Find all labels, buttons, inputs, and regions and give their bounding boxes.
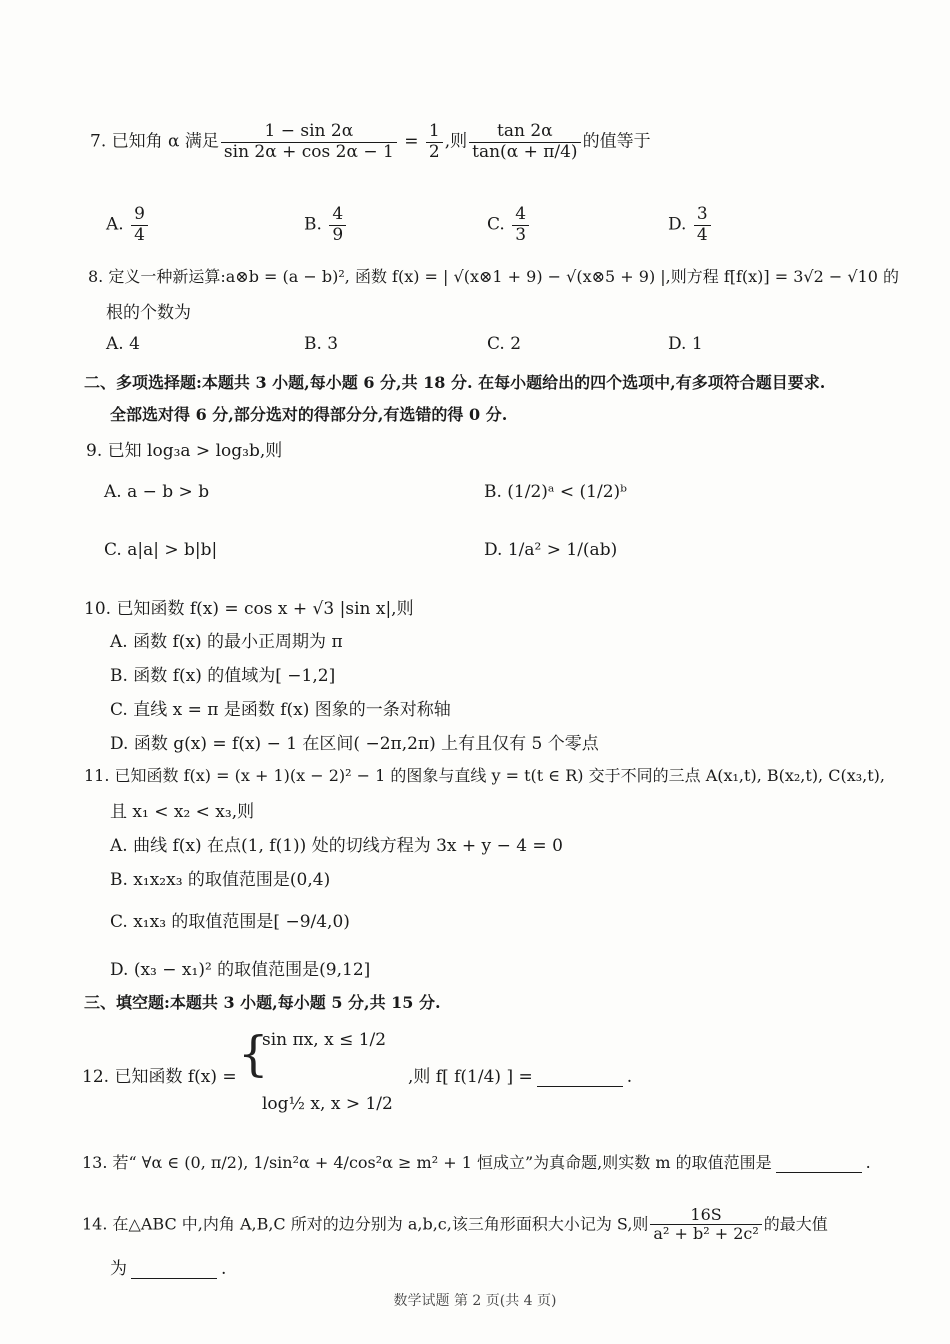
- q7-fraction-2: [469, 122, 580, 162]
- q7-option-a: [106, 205, 150, 245]
- q7-option-d: [668, 205, 713, 245]
- q7-frac2-num: tan 2α: [469, 122, 580, 143]
- section-2-heading: 二、多项选择题:本题共 3 小题,每小题 6 分,共 18 分. 在每小题给出的四个选项中,有多项符合题目要求.: [84, 373, 826, 392]
- q12-end: .: [626, 1067, 633, 1087]
- q7-option-c-num: 4: [512, 205, 529, 226]
- q12-brace: {: [238, 1026, 269, 1082]
- q7-option-d-label: D.: [668, 214, 687, 235]
- q7-eq: =: [398, 131, 424, 152]
- q7-half-num: 1: [426, 122, 443, 143]
- q11-option-c: C. x₁x₃ 的取值范围是[ −9/4,0): [110, 912, 350, 932]
- q7-option-c-label: C.: [487, 214, 505, 235]
- question-13: [82, 1150, 871, 1173]
- page-footer: 数学试题 第 2 页(共 4 页): [393, 1293, 557, 1309]
- q10-stem: 10. 已知函数 f(x) = cos x + √3 |sin x|,则: [84, 599, 414, 619]
- q14-frac-num: 16S: [650, 1206, 761, 1225]
- q7-option-b-num: 4: [329, 205, 346, 226]
- q9-option-b: B. (1/2)ᵃ < (1/2)ᵇ: [484, 482, 627, 502]
- q7-tail: 的值等于: [582, 131, 651, 152]
- q7-frac2-den: tan(α + π/4): [472, 141, 578, 162]
- q9-stem: 9. 已知 log₃a > log₃b,则: [86, 441, 283, 461]
- q13-answer-blank[interactable]: [776, 1171, 862, 1173]
- section-2-note: 全部选对得 6 分,部分选对的得部分分,有选错的得 0 分.: [110, 405, 508, 424]
- q12-tail-text: ,则 f[ f(1/4) ] =: [408, 1067, 533, 1087]
- q7-option-d-num: 3: [694, 205, 711, 226]
- q11-option-b: B. x₁x₂x₃ 的取值范围是(0,4): [110, 870, 331, 890]
- q7-option-c-den: 3: [515, 224, 527, 245]
- q12-case-1: sin πx, x ≤ 1/2: [262, 1030, 387, 1050]
- q14-line-2-text: 为: [110, 1259, 127, 1279]
- q7-half-den: 2: [428, 141, 440, 162]
- q9-option-c: C. a|a| > b|b|: [104, 540, 218, 560]
- q7-option-c: [487, 205, 531, 245]
- q13-end: .: [865, 1153, 871, 1172]
- q14-text: 14. 在△ABC 中,内角 A,B,C 所对的边分别为 a,b,c,该三角形面积大小记为 S,则: [82, 1214, 649, 1234]
- q10-option-d: D. 函数 g(x) = f(x) − 1 在区间( −2π,2π) 上有且仅有 5 个零点: [110, 734, 599, 754]
- q12-tail: [408, 1062, 632, 1087]
- q8-option-a: A. 4: [106, 334, 140, 354]
- q7-mid: ,则: [444, 131, 468, 152]
- q11-option-d: D. (x₃ − x₁)² 的取值范围是(9,12]: [110, 960, 371, 980]
- q14-answer-blank[interactable]: [131, 1277, 217, 1279]
- q12-lead: 12. 已知函数 f(x) =: [82, 1067, 237, 1087]
- q10-option-a: A. 函数 f(x) 的最小正周期为 π: [110, 632, 343, 652]
- q7-option-a-num: 9: [131, 205, 148, 226]
- q11-stem-2: 且 x₁ < x₂ < x₃,则: [110, 802, 255, 822]
- question-14: [82, 1206, 828, 1244]
- q7-option-b: [304, 205, 348, 245]
- q8-line-1: 8. 定义一种新运算:a⊗b = (a − b)², 函数 f(x) = | √(x⊗1 + 9) − √(x⊗5 + 9) |,则方程 f[f(x)] = 3√2 − √10 的: [88, 267, 900, 286]
- q9-option-a: A. a − b > b: [104, 482, 210, 502]
- q11-option-a: A. 曲线 f(x) 在点(1, f(1)) 处的切线方程为 3x + y − 4 = 0: [110, 836, 563, 856]
- q14-end: .: [221, 1259, 227, 1279]
- q9-option-d: D. 1/a² > 1/(ab): [484, 540, 618, 560]
- q7-option-a-label: A.: [106, 214, 124, 235]
- q13-text: 13. 若“ ∀α ∈ (0, π/2), 1/sin²α + 4/cos²α ≥ m² + 1 恒成立”为真命题,则实数 m 的取值范围是: [82, 1153, 772, 1172]
- q7-option-b-den: 9: [332, 224, 344, 245]
- q10-option-b: B. 函数 f(x) 的值域为[ −1,2]: [110, 666, 336, 686]
- q14-fraction: [650, 1206, 761, 1244]
- q7-frac1-den: sin 2α + cos 2α − 1: [223, 141, 394, 162]
- q7-half: [426, 122, 443, 162]
- q8-line-2: 根的个数为: [106, 303, 191, 323]
- q14-tail: 的最大值: [763, 1214, 828, 1234]
- q7-frac1-num: 1 − sin 2α: [221, 122, 397, 143]
- q14-frac-den: a² + b² + 2c²: [653, 1224, 759, 1244]
- q10-option-c: C. 直线 x = π 是函数 f(x) 图象的一条对称轴: [110, 700, 451, 720]
- q8-option-b: B. 3: [304, 334, 339, 354]
- q12-case-2: log½ x, x > 1/2: [262, 1094, 393, 1114]
- q7-fraction-1: [221, 122, 397, 162]
- q7-option-d-den: 4: [696, 224, 708, 245]
- question-7: [90, 122, 651, 162]
- q8-option-d: D. 1: [668, 334, 703, 354]
- q7-option-a-den: 4: [134, 224, 145, 245]
- section-3-heading: 三、填空题:本题共 3 小题,每小题 5 分,共 15 分.: [84, 993, 441, 1012]
- q7-lead: 7. 已知角 α 满足: [90, 131, 219, 152]
- q11-stem-1: 11. 已知函数 f(x) = (x + 1)(x − 2)² − 1 的图象与直线 y = t(t ∈ R) 交于不同的三点 A(x₁,t), B(x₂,t), C(x₃,t),: [84, 766, 885, 785]
- q12-answer-blank[interactable]: [537, 1085, 623, 1087]
- q14-line-2: [110, 1254, 226, 1279]
- q8-option-c: C. 2: [487, 334, 522, 354]
- q7-option-b-label: B.: [304, 214, 322, 235]
